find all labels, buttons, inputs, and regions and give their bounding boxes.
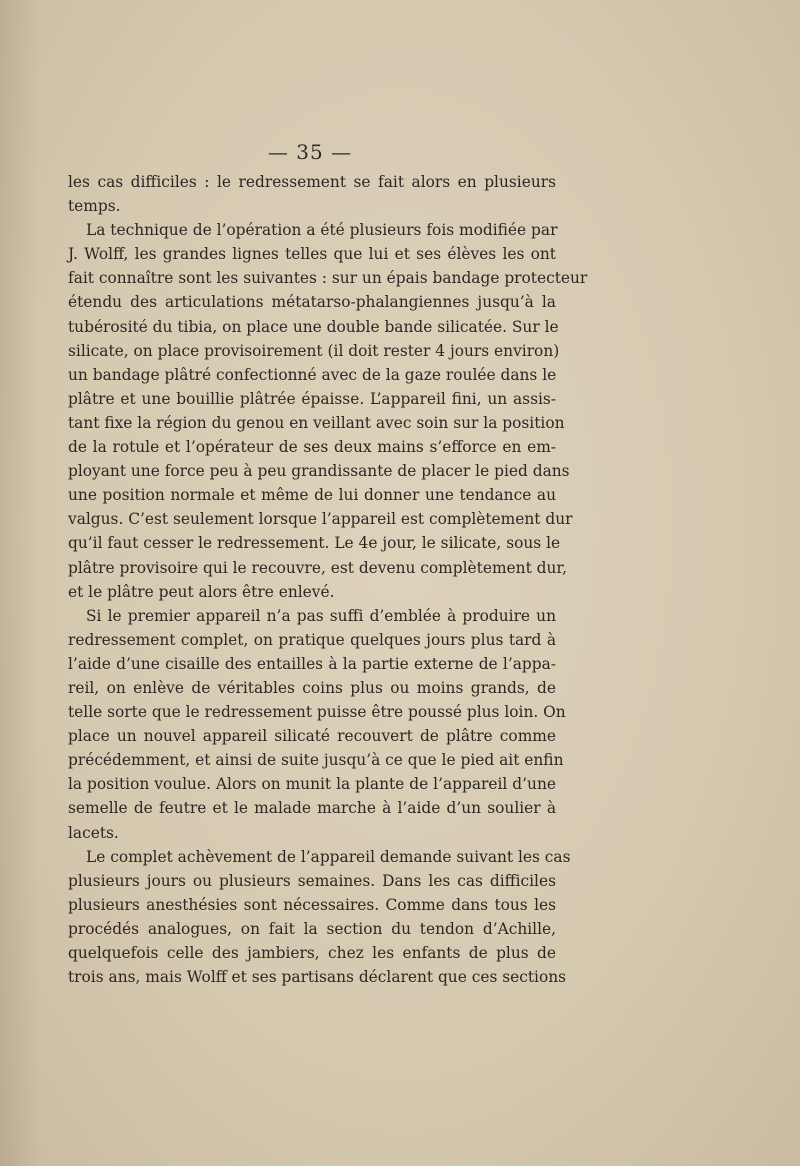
text-line: l’aide d’une cisaille des entailles à la partie externe de l’appa- bbox=[68, 654, 556, 673]
text-line: semelle de feutre et le malade marche à l’aide d’un soulier à bbox=[68, 799, 556, 818]
text-line: plâtre et une bouillie plâtrée épaisse. L’appareil fini, un assis- bbox=[68, 389, 556, 408]
text-line: précédemment, et ainsi de suite jusqu’à ce que le pied ait enfin bbox=[68, 751, 564, 770]
text-line: procédés analogues, on fait la section du tendon d’Achille, bbox=[68, 919, 556, 938]
text-line: la position voulue. Alors on munit la plante de l’appareil d’une bbox=[68, 775, 556, 794]
text-line: qu’il faut cesser le redressement. Le 4e jour, le silicate, sous le bbox=[68, 534, 561, 553]
text-line: J. Wolff, les grandes lignes telles que lui et ses élèves les ont bbox=[68, 245, 556, 264]
text-line: plâtre provisoire qui le recouvre, est devenu complètement dur, bbox=[68, 558, 567, 577]
text-line: et le plâtre peut alors être enlevé. bbox=[68, 582, 335, 601]
text-line: telle sorte que le redressement puisse être poussé plus loin. On bbox=[68, 703, 566, 722]
text-line: ployant une force peu à peu grandissante de placer le pied dans bbox=[68, 462, 570, 481]
text-line: temps. bbox=[68, 197, 121, 216]
text-line: silicate, on place provisoirement (il doit rester 4 jours environ) bbox=[68, 341, 560, 360]
text-line: plusieurs jours ou plusieurs semaines. Dans les cas difficiles bbox=[68, 871, 556, 890]
text-line: les cas difficiles : le redressement se fait alors en plusieurs bbox=[68, 173, 556, 191]
text-line: La technique de l’opération a été plusieurs fois modifiée par bbox=[86, 221, 558, 240]
text-line: étendu des articulations métatarso-phalangiennes jusqu’à la bbox=[68, 293, 556, 312]
page-number: — 35 — bbox=[267, 140, 353, 164]
text-line: lacets. bbox=[68, 823, 119, 842]
page-edge-shadow bbox=[0, 0, 40, 1166]
text-line: place un nouvel appareil silicaté recouvert de plâtre comme bbox=[68, 727, 556, 746]
text-line: tant fixe la région du genou en veillant avec soin sur la position bbox=[68, 413, 565, 432]
text-line: un bandage plâtré confectionné avec de la gaze roulée dans le bbox=[68, 365, 557, 384]
text-line: de la rotule et l’opérateur de ses deux mains s’efforce en em- bbox=[68, 438, 556, 457]
text-line: quelquefois celle des jambiers, chez les enfants de plus de bbox=[68, 944, 556, 962]
text-line: plusieurs anesthésies sont nécessaires. Comme dans tous les bbox=[68, 895, 556, 914]
text-line: Le complet achèvement de l’appareil demande suivant les cas bbox=[86, 847, 571, 866]
text-line: trois ans, mais Wolff et ses partisans déclarent que ces sections bbox=[68, 968, 567, 987]
body-text bbox=[68, 170, 588, 989]
text-line: reil, on enlève de véritables coins plus ou moins grands, de bbox=[68, 678, 556, 697]
text-line: Si le premier appareil n’a pas suffi d’emblée à produire un bbox=[86, 606, 556, 625]
text-line: fait connaître sont les suivantes : sur un épais bandage protecteur bbox=[68, 269, 588, 288]
text-line: une position normale et même de lui donner une tendance au bbox=[68, 486, 556, 505]
text-line: valgus. C’est seulement lorsque l’appareil est complètement dur bbox=[68, 510, 573, 529]
text-line: redressement complet, on pratique quelques jours plus tard à bbox=[68, 630, 556, 649]
text-line: tubérosité du tibia, on place une double bande silicatée. Sur le bbox=[68, 317, 559, 336]
